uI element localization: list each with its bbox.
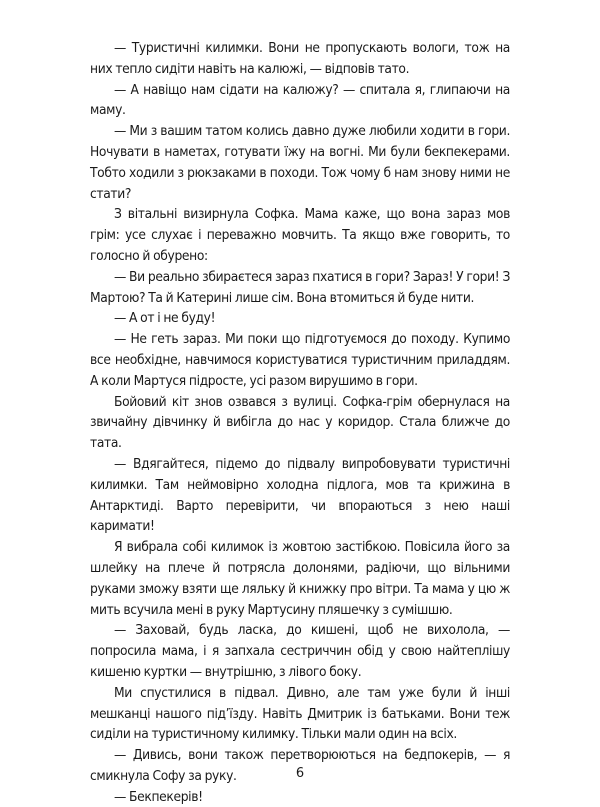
- paragraph: — Бекпекерів!: [114, 788, 203, 805]
- paragraph: Ми спустилися в підвал. Дивно, але там уже були й інші мешканці нашого під’їзду. Навіть Дмитрик із батьками. Вони теж сиділи на туристичному килимку. Тільки мали один на всіх.: [90, 684, 510, 743]
- paragraph: — А от і не буду!: [114, 310, 216, 327]
- paragraph: — Ви реально збираєтеся зараз пхатися в гори? Зараз! У гори! З Мартою? Та й Катерині лише сім. Вона втомиться й буде нити.: [90, 268, 510, 306]
- paragraph: — Не геть зараз. Ми поки що підготуємося до походу. Купимо все необхідне, навчимося користуватися туристичним приладдям. А коли Мартуся підросте, усі разом вирушимо в гори.: [90, 331, 510, 389]
- body-text: [90, 38, 510, 807]
- paragraph: — А навіщо нам сідати на калюжу? — спитала я, глипаючи на маму.: [90, 81, 510, 119]
- paragraph: — Заховай, будь ласка, до кишені, щоб не вихолола, — попросила мама, і я запхала сестриччин обід у свою найтеплішу кишеню куртки — внутрішню, з лівого боку.: [90, 622, 510, 680]
- paragraph: — Дивись, вони також перетворюються на бедпокерів, — я смикнула Софу за руку.: [90, 747, 510, 784]
- page-number: 6: [295, 766, 305, 781]
- paragraph: — Ми з вашим татом колись давно дуже любили ходити в гори. Ночувати в наметах, готувати їжу на вогні. Ми були бекпекерами. Тобто ходили з рюкзаками в походи. Тож чому б нам знову ними не стати?: [90, 123, 510, 202]
- paragraph: Бойовий кіт знов озвався з вулиці. Софка-грім обернулася на звичайну дівчинку й вибігла до нас у коридор. Стала ближче до тата.: [90, 393, 510, 452]
- paragraph: — Вдягайтеся, підемо до підвалу випробовувати туристичні килимки. Там неймовірно холодна підлога, мов та крижина в Антарктиді. Варто перевірити, чи впораються з нею наші каримати!: [90, 455, 510, 535]
- paragraph: Я вибрала собі килимок із жовтою застібкою. Повісила його за шлейку на плече й потрясла долонями, радіючи, що вільними руками зможу взяти ще ляльку й книжку про вітри. Та мама у цю ж мить всучила мені в руку Мартусину пляшечку з сумішшю.: [90, 539, 510, 618]
- paragraph: З вітальні визирнула Софка. Мама каже, що вона зараз мов грім: усе слухає і переважно мовчить. Та якщо вже говорить, то голосно й обурено:: [90, 206, 510, 264]
- paragraph: — Туристичні килимки. Вони не пропускають вологи, тож на них тепло сидіти навіть на калюжі, — відповів тато.: [90, 40, 510, 77]
